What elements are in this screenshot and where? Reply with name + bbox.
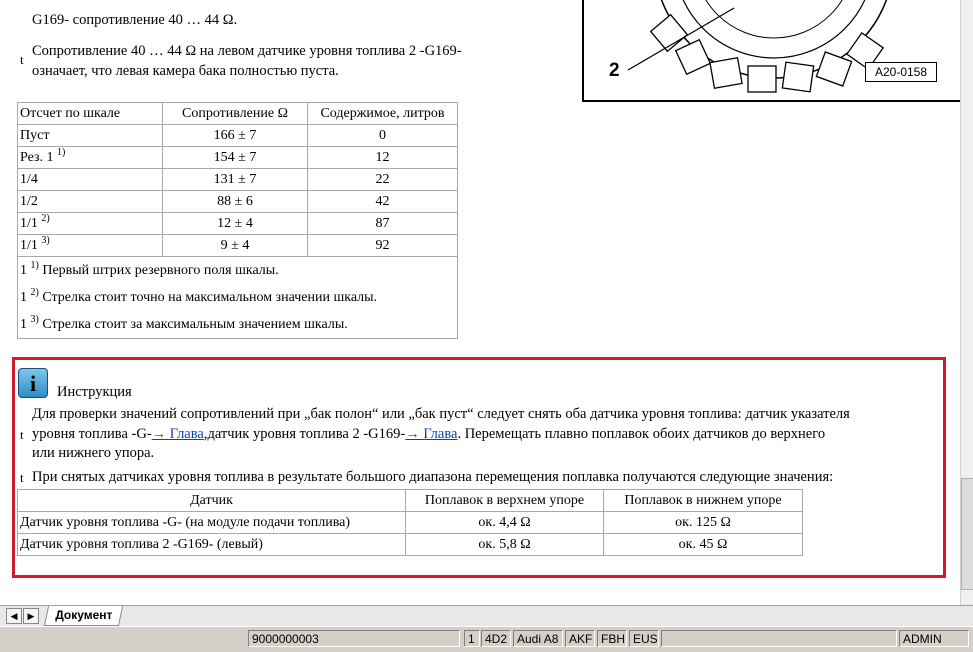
cell-volume: 42 xyxy=(308,191,458,213)
info-icon: i xyxy=(18,368,48,398)
fuel-sender-drawing xyxy=(584,0,960,100)
cell-scale: 1/1 $^{3)}$ xyxy=(18,235,163,257)
table-header-row xyxy=(18,490,803,512)
table-notes xyxy=(18,257,458,285)
cell-volume: 22 xyxy=(308,169,458,191)
scale-table xyxy=(17,102,458,339)
cell-upper: ок. 5,8 Ω xyxy=(406,534,604,556)
tab-prev-icon[interactable]: ◀ xyxy=(6,608,22,624)
status-field-5: EUS xyxy=(629,630,659,647)
column-header: Отсчет по шкале xyxy=(18,103,163,125)
figure-callout-label: 2 xyxy=(609,60,620,81)
cell-sensor: Датчик уровня топлива -G- (на модуле подачи топлива) xyxy=(18,512,406,534)
sensor-figure xyxy=(582,0,960,102)
cell-resistance: 131 ± 7 xyxy=(163,169,308,191)
column-header: Поплавок в нижнем упоре xyxy=(604,490,803,512)
cell-resistance: 154 ± 7 xyxy=(163,147,308,169)
bullet-marker: t xyxy=(20,427,24,442)
text-g169-resistance: G169- сопротивление 40 … 44 Ω. xyxy=(32,12,238,28)
table-row xyxy=(18,213,458,235)
text-left-sensor-2: означает, что левая камера бака полностью пуста. xyxy=(32,63,339,79)
table-row xyxy=(18,534,803,556)
table-notes xyxy=(18,311,458,339)
cell-scale: Рез. 1 $^{1)}$ xyxy=(18,147,163,169)
table-row xyxy=(18,235,458,257)
instruction-text-line2: уровня топлива -G-→ Глава,датчик уровня топлива 2 -G169-→ Глава. Перемещать плавно поплавок обоих датчиков до верхнего xyxy=(32,426,826,442)
cell-resistance: 9 ± 4 xyxy=(163,235,308,257)
tab-document[interactable]: Документ xyxy=(44,606,123,626)
cell-sensor: Датчик уровня топлива 2 -G169- (левый) xyxy=(18,534,406,556)
cell-lower: ок. 125 Ω xyxy=(604,512,803,534)
cell-resistance: 166 ± 7 xyxy=(163,125,308,147)
instruction-text-p2: При снятых датчиках уровня топлива в результате большого диапазона перемещения поплавка получаются следующие значения: xyxy=(32,469,834,485)
instruction-title: Инструкция xyxy=(57,384,132,400)
column-header: Содержимое, литров xyxy=(308,103,458,125)
footnote: 1 $^{3)}$ Стрелка стоит за максимальным значением шкалы. xyxy=(18,311,458,339)
column-header: Сопротивление Ω xyxy=(163,103,308,125)
status-page: 1 xyxy=(464,630,480,647)
column-header: Поплавок в верхнем упоре xyxy=(406,490,604,512)
instruction-text-line3: или нижнего упора. xyxy=(32,445,155,461)
instruction-text-line1: Для проверки значений сопротивлений при „бак полон“ или „бак пуст“ следует снять оба датчика уровня топлива: датчик указателя xyxy=(32,406,850,422)
table-row xyxy=(18,147,458,169)
chapter-link-g169[interactable]: → Глава xyxy=(405,426,458,442)
footnote: 1 $^{1)}$ Первый штрих резервного поля шкалы. xyxy=(18,257,458,285)
text-left-sensor-1: Сопротивление 40 … 44 Ω на левом датчике уровня топлива 2 -G169- xyxy=(32,43,462,59)
status-bar xyxy=(0,626,973,652)
table-header-row xyxy=(18,103,458,125)
cell-volume: 87 xyxy=(308,213,458,235)
status-field-3: AKF xyxy=(565,630,595,647)
status-empty xyxy=(661,630,897,647)
table-row xyxy=(18,125,458,147)
cell-volume: 0 xyxy=(308,125,458,147)
table-row xyxy=(18,512,803,534)
chapter-link-g[interactable]: → Глава xyxy=(151,426,204,442)
cell-volume: 92 xyxy=(308,235,458,257)
bullet-marker: t xyxy=(20,52,24,67)
figure-reference: A20-0158 xyxy=(865,62,937,82)
cell-upper: ок. 4,4 Ω xyxy=(406,512,604,534)
status-field-1: 4D2 xyxy=(481,630,511,647)
table-notes xyxy=(18,284,458,311)
tab-next-icon[interactable]: ▶ xyxy=(23,608,39,624)
cell-resistance: 12 ± 4 xyxy=(163,213,308,235)
cell-scale: 1/1 $^{2)}$ xyxy=(18,213,163,235)
cell-scale: 1/2 xyxy=(18,191,163,213)
column-header: Датчик xyxy=(18,490,406,512)
cell-lower: ок. 45 Ω xyxy=(604,534,803,556)
status-field-2: Audi A8 xyxy=(513,630,563,647)
footnote: 1 $^{2)}$ Стрелка стоит точно на максимальном значении шкалы. xyxy=(18,284,458,311)
bullet-marker: t xyxy=(20,470,24,485)
cell-volume: 12 xyxy=(308,147,458,169)
cell-resistance: 88 ± 6 xyxy=(163,191,308,213)
scrollbar-thumb[interactable] xyxy=(961,478,973,590)
sensor-table xyxy=(17,489,803,556)
status-field-4: FBH xyxy=(597,630,627,647)
status-doc-id: 9000000003 xyxy=(248,630,460,647)
cell-scale: 1/4 xyxy=(18,169,163,191)
cell-scale: Пуст xyxy=(18,125,163,147)
table-row xyxy=(18,191,458,213)
status-user: ADMIN xyxy=(899,630,969,647)
tab-bar xyxy=(0,605,973,626)
table-row xyxy=(18,169,458,191)
